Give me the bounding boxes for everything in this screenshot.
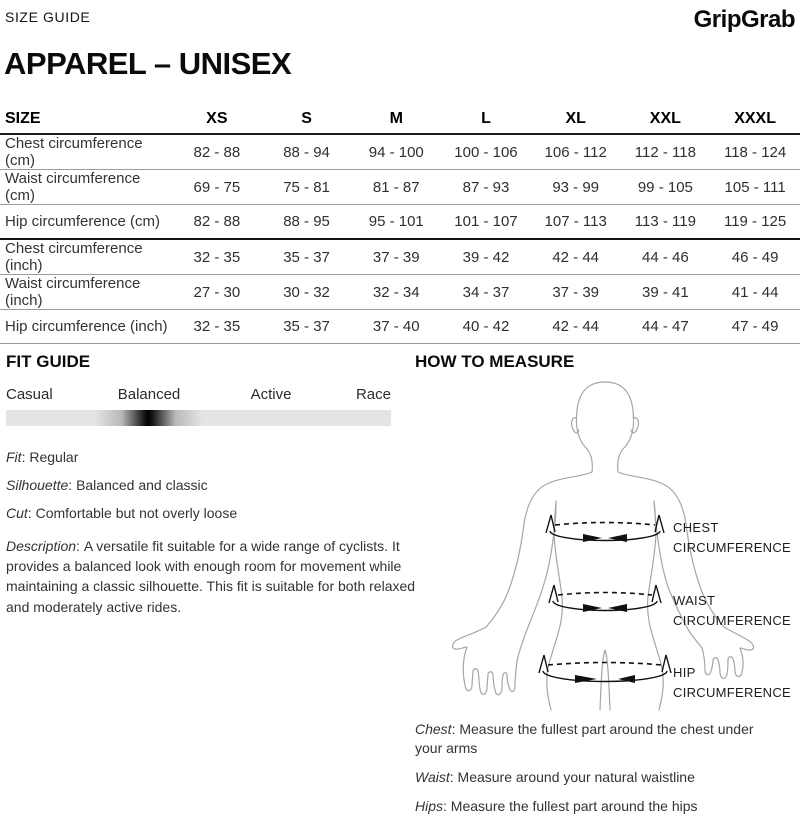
fit-scale-labels xyxy=(6,386,391,404)
instruction-label: Hips : xyxy=(415,798,451,814)
waist-tape xyxy=(549,585,661,612)
measurement-tapes xyxy=(539,515,671,683)
measure-instruction-chest xyxy=(415,720,773,758)
column-header-xxl: XXL xyxy=(621,105,711,134)
detail-text: Balanced and classic xyxy=(76,476,208,493)
instruction-text: Measure around your natural waistline xyxy=(457,768,695,785)
column-header-xxxl: XXXL xyxy=(710,105,800,134)
fit-detail-cut xyxy=(6,504,430,523)
fit-scale-label-race: Race xyxy=(355,386,391,403)
column-header-size: SIZE xyxy=(0,105,172,134)
fit-guide-section xyxy=(6,352,430,626)
size-value: 32 - 35 xyxy=(172,239,262,275)
table-header-row xyxy=(0,105,800,134)
annotation-line: HIP xyxy=(673,665,696,680)
detail-label: Silhouette : xyxy=(6,477,76,493)
chest-tape xyxy=(546,515,664,542)
size-value: 75 - 81 xyxy=(262,170,352,205)
row-label: Hip circumference (inch) xyxy=(0,310,172,344)
fit-details xyxy=(6,448,430,617)
annotation-line: CIRCUMFERENCE xyxy=(673,539,792,555)
size-value: 106 - 112 xyxy=(531,134,621,170)
measure-instruction-waist xyxy=(415,768,773,787)
measure-instructions xyxy=(415,720,773,826)
instruction-label: Chest : xyxy=(415,721,459,737)
column-header-xl: XL xyxy=(531,105,621,134)
annotation-line: CHEST xyxy=(673,520,719,535)
fit-scale-label-active: Active xyxy=(250,386,292,403)
fit-detail-silhouette xyxy=(6,476,430,495)
instruction-text: Measure the fullest part around the hips xyxy=(450,797,698,814)
table-row xyxy=(0,134,800,170)
table-row xyxy=(0,310,800,344)
measure-instruction-hips xyxy=(415,797,773,816)
page-title: APPAREL – UNISEX xyxy=(4,46,292,81)
size-value: 46 - 49 xyxy=(710,239,800,275)
row-label: Hip circumference (cm) xyxy=(0,205,172,240)
size-value: 118 - 124 xyxy=(710,134,800,170)
measurement-figure xyxy=(415,373,800,713)
size-value: 69 - 75 xyxy=(172,170,262,205)
size-value: 40 - 42 xyxy=(441,310,531,344)
annotation-line: CIRCUMFERENCE xyxy=(673,612,792,628)
hip-tape xyxy=(539,655,671,683)
column-header-m: M xyxy=(351,105,441,134)
size-value: 42 - 44 xyxy=(531,310,621,344)
size-value: 99 - 105 xyxy=(621,170,711,205)
row-label: Chest circumference (cm) xyxy=(0,134,172,170)
size-value: 95 - 101 xyxy=(351,205,441,240)
size-value: 39 - 41 xyxy=(621,275,711,310)
size-value: 100 - 106 xyxy=(441,134,531,170)
size-value: 34 - 37 xyxy=(441,275,531,310)
how-to-measure-section xyxy=(415,352,800,814)
detail-label: Fit : xyxy=(6,449,29,465)
size-value: 30 - 32 xyxy=(262,275,352,310)
fit-scale-label-casual: Casual xyxy=(6,386,53,403)
instruction-label: Waist : xyxy=(415,769,458,785)
page-label: SIZE GUIDE xyxy=(5,9,91,25)
size-value: 88 - 95 xyxy=(262,205,352,240)
row-label: Waist circumference (inch) xyxy=(0,275,172,310)
detail-label: Cut : xyxy=(6,505,36,521)
size-value: 35 - 37 xyxy=(262,239,352,275)
annotation-line: CIRCUMFERENCE xyxy=(673,684,792,700)
size-value: 39 - 42 xyxy=(441,239,531,275)
detail-text: A versatile fit suitable for a wide range of cyclists. It provides a balanced look with enough room for movement while maintaining a classic silhouette. This fit is suitable for both relaxed and moderately active rides. xyxy=(6,537,416,615)
size-value: 94 - 100 xyxy=(351,134,441,170)
size-value: 119 - 125 xyxy=(710,205,800,240)
annotation-line: WAIST xyxy=(673,593,716,608)
detail-text: Comfortable but not overly loose xyxy=(35,504,238,521)
size-value: 107 - 113 xyxy=(531,205,621,240)
size-value: 37 - 40 xyxy=(351,310,441,344)
size-value: 44 - 47 xyxy=(621,310,711,344)
how-to-measure-title: HOW TO MEASURE xyxy=(415,352,575,371)
instruction-text: Measure the fullest part around the chest under your arms xyxy=(415,721,754,756)
size-value: 27 - 30 xyxy=(172,275,262,310)
size-value: 87 - 93 xyxy=(441,170,531,205)
size-value: 32 - 34 xyxy=(351,275,441,310)
size-value: 88 - 94 xyxy=(262,134,352,170)
size-value: 35 - 37 xyxy=(262,310,352,344)
size-value: 44 - 46 xyxy=(621,239,711,275)
hip-circumference-annotation xyxy=(673,663,791,702)
size-value: 82 - 88 xyxy=(172,134,262,170)
chest-circumference-annotation xyxy=(673,518,791,557)
size-value: 93 - 99 xyxy=(531,170,621,205)
fit-scale-gradient-bar xyxy=(6,410,391,426)
size-value: 37 - 39 xyxy=(351,239,441,275)
fit-detail-fit xyxy=(6,448,430,467)
size-value: 32 - 35 xyxy=(172,310,262,344)
size-table xyxy=(0,105,800,344)
size-value: 113 - 119 xyxy=(621,205,711,240)
table-row xyxy=(0,275,800,310)
size-value: 105 - 111 xyxy=(710,170,800,205)
fit-guide-title: FIT GUIDE xyxy=(6,352,91,371)
fit-scale-label-balanced: Balanced xyxy=(117,386,181,403)
waist-circumference-annotation xyxy=(673,591,791,630)
detail-label: Description : xyxy=(6,538,84,554)
column-header-s: S xyxy=(262,105,352,134)
row-label: Waist circumference (cm) xyxy=(0,170,172,205)
table-row xyxy=(0,170,800,205)
size-value: 41 - 44 xyxy=(710,275,800,310)
table-row xyxy=(0,205,800,240)
size-value: 101 - 107 xyxy=(441,205,531,240)
column-header-xs: XS xyxy=(172,105,262,134)
row-label: Chest circumference (inch) xyxy=(0,239,172,275)
size-value: 42 - 44 xyxy=(531,239,621,275)
size-value: 47 - 49 xyxy=(710,310,800,344)
size-value: 82 - 88 xyxy=(172,205,262,240)
size-value: 81 - 87 xyxy=(351,170,441,205)
size-value: 37 - 39 xyxy=(531,275,621,310)
column-header-l: L xyxy=(441,105,531,134)
detail-text: Regular xyxy=(29,449,79,465)
size-value: 112 - 118 xyxy=(621,134,711,170)
table-row xyxy=(0,239,800,275)
brand-logo: GripGrab xyxy=(693,6,795,33)
fit-detail-description xyxy=(6,536,430,617)
